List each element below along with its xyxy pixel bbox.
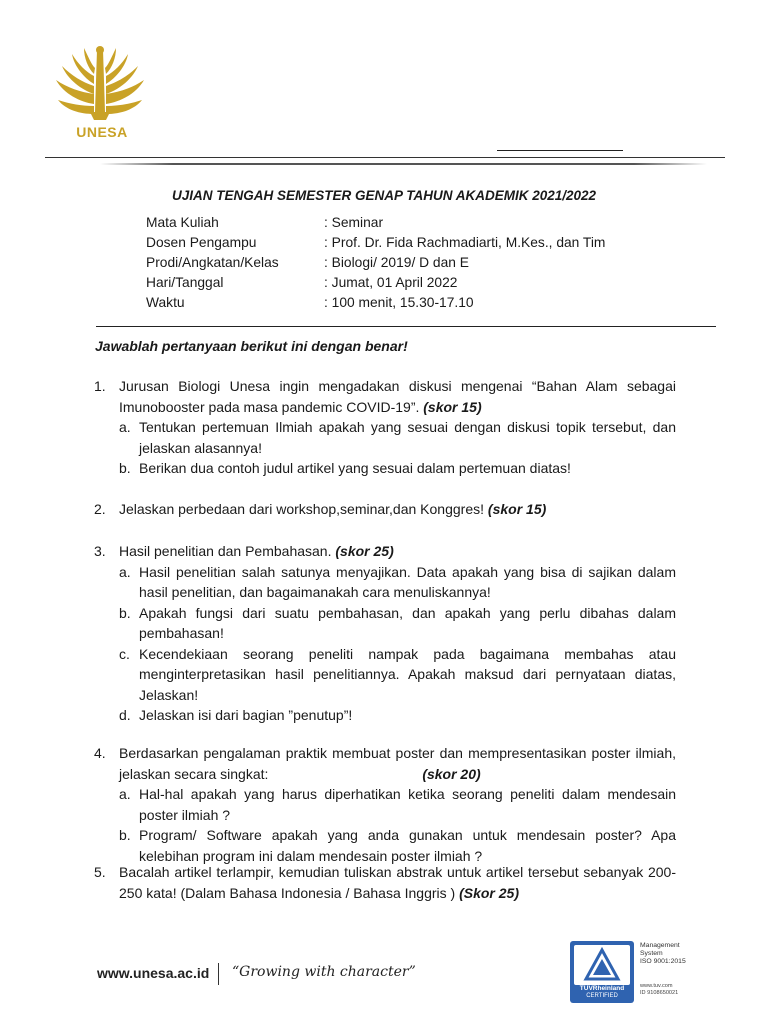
cert-id: ID 9108650021 <box>640 990 679 996</box>
tuv-badge <box>570 941 634 1003</box>
footer-slogan: “Growing with character” <box>232 964 416 980</box>
tuv-brand: TÜVRheinland <box>579 985 625 992</box>
sub-label: b. <box>119 460 131 476</box>
sub-text: Program/ Software apakah yang anda gunakan untuk mendesain poster? Apa kelebihan program ini dalam mendesain poster ilmiah ? <box>139 827 676 864</box>
sub-question <box>119 417 676 458</box>
question-number: 4. <box>94 745 106 761</box>
question-text: Hasil penelitian dan Pembahasan. <box>119 543 332 559</box>
sub-text: Jelaskan isi dari bagian ”penutup”! <box>139 707 353 723</box>
question-score: (skor 25) <box>335 543 394 559</box>
question-4 <box>94 743 676 866</box>
cert-line: ISO 9001:2015 <box>640 958 686 965</box>
cert-line: Management <box>640 942 680 949</box>
sub-text: Hasil penelitian salah satunya menyajikan. Data apakah yang bisa di sajikan dalam hasil penelitian, dan bagaimanakah cara menuliskannya! <box>139 563 676 600</box>
signature-line <box>497 150 623 151</box>
info-label: Mata Kuliah <box>146 215 219 230</box>
info-value: : Seminar <box>324 215 384 230</box>
question-2 <box>94 499 676 520</box>
sub-question <box>119 784 676 825</box>
cert-meta <box>640 983 678 997</box>
logo-wordmark: UNESA <box>76 124 128 140</box>
info-value: : Prof. Dr. Fida Rachmadiarti, M.Kes., dan Tim <box>324 235 606 250</box>
cert-site: www.tuv.com <box>640 983 673 989</box>
question-score: (skor 20) <box>422 765 481 782</box>
header-divider <box>45 157 725 158</box>
info-value: : Jumat, 01 April 2022 <box>324 275 458 290</box>
question-body <box>119 499 676 520</box>
question-body <box>119 743 676 784</box>
instruction: Jawablah pertanyaan berikut ini dengan benar! <box>95 338 408 354</box>
question-3 <box>94 541 676 726</box>
info-divider <box>96 326 716 327</box>
sub-label: b. <box>119 604 131 621</box>
question-body <box>119 376 676 417</box>
question-body <box>119 862 676 903</box>
sub-text: Berikan dua contoh judul artikel yang sesuai dalam pertemuan diatas! <box>139 460 571 476</box>
cert-lines <box>640 942 686 966</box>
header-divider-accent <box>100 163 707 165</box>
question-text: Berdasarkan pengalaman praktik membuat poster dan mempresentasikan poster ilmiah, jelaskan secara singkat: <box>119 745 676 782</box>
question-text: Bacalah artikel terlampir, kemudian tuliskan abstrak untuk artikel tersebut sebanyak 200- 250 kata! (Dalam Bahasa Indonesia / Bahasa Inggris ) <box>119 864 676 901</box>
info-label: Waktu <box>146 295 185 310</box>
info-label: Hari/Tanggal <box>146 275 224 290</box>
certification-badge <box>570 941 698 1003</box>
sub-question <box>119 705 676 726</box>
sub-label: a. <box>119 419 131 435</box>
sub-label: c. <box>119 645 130 662</box>
info-label: Dosen Pengampu <box>146 235 257 250</box>
question-1 <box>94 376 676 479</box>
sub-question <box>119 644 676 706</box>
footer-separator <box>218 963 219 985</box>
info-value: : Biologi/ 2019/ D dan E <box>324 255 469 270</box>
info-value: : 100 menit, 15.30-17.10 <box>324 295 474 310</box>
sub-question <box>119 562 676 603</box>
sub-text: Apakah fungsi dari suatu pembahasan, dan apakah yang perlu dibahas dalam pembahasan! <box>139 604 676 641</box>
sub-label: a. <box>119 786 131 802</box>
exam-title: UJIAN TENGAH SEMESTER GENAP TAHUN AKADEMIK 2021/2022 <box>171 188 597 203</box>
footer-url[interactable]: www.unesa.ac.id <box>97 965 210 981</box>
sub-text: Hal-hal apakah yang harus diperhatikan ketika seorang peneliti dalam mendesain poster ilmiah ? <box>139 786 676 823</box>
question-number: 2. <box>94 501 106 517</box>
sub-label: a. <box>119 563 131 580</box>
question-text: Jurusan Biologi Unesa ingin mengadakan diskusi mengenai “Bahan Alam sebagai Imunobooster pada masa pandemic COVID-19”. <box>119 378 676 415</box>
sub-text: Kecendekiaan seorang peneliti nampak pada bagaimana membahas atau menginterpretasikan hasil penelitiannya. Apakah maksud dari pernyataan diatas, Jelaskan! <box>139 645 676 703</box>
question-text: Jelaskan perbedaan dari workshop,seminar,dan Konggres! <box>119 501 485 517</box>
question-score: (skor 15) <box>423 398 482 415</box>
sub-label: d. <box>119 707 131 723</box>
sub-question <box>119 825 676 866</box>
sub-text: Tentukan pertemuan Ilmiah apakah yang sesuai dengan diskusi topik tersebut, dan jelaskan alasannya! <box>139 419 676 456</box>
sub-question <box>119 458 676 479</box>
question-number: 1. <box>94 378 106 394</box>
question-number: 5. <box>94 864 106 880</box>
tuv-emblem <box>574 945 630 985</box>
tuv-triangle-icon <box>574 945 630 985</box>
tuv-certified: CERTIFIED <box>586 993 618 999</box>
cert-line: System <box>640 950 663 957</box>
question-score: (Skor 25) <box>459 884 520 901</box>
info-label: Prodi/Angkatan/Kelas <box>146 255 279 270</box>
sub-question <box>119 603 676 644</box>
question-body <box>119 541 676 562</box>
sub-label: b. <box>119 827 131 843</box>
question-5 <box>94 862 676 903</box>
question-number: 3. <box>94 543 106 559</box>
question-score: (skor 15) <box>487 501 547 517</box>
